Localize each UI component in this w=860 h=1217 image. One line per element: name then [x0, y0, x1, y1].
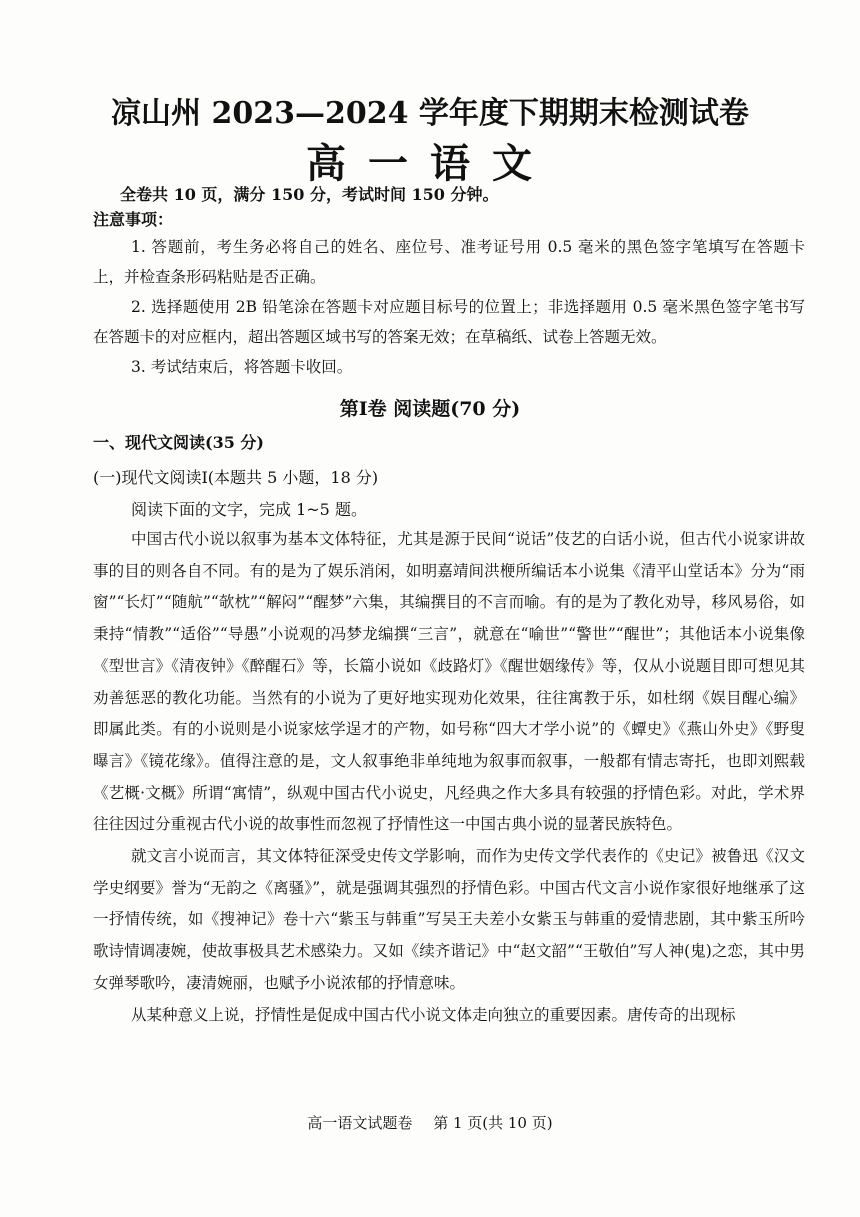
passage-paragraph: 就文言小说而言，其文体特征深受史传文学影响，而作为史传文学代表作的《史记》被鲁迅《汉文学史纲要》誉为“无韵之《离骚》”，就是强调其强烈的抒情色彩。中国古代文言小说作家很好地继承了这一抒情传统，如《搜神记》卷十六“紫玉与韩重”写吴王夫差小女紫玉与韩重的爱情悲剧，其中紫玉所吟歌诗情调凄婉，使故事极具艺术感染力。又如《续齐谐记》中“赵文韶”“王敬伯”写人神(鬼)之恋，其中男女弹琴歌吟，凄清婉丽，也赋予小说浓郁的抒情意味。: [93, 847, 805, 992]
note-item: 1. 答题前，考生务必将自己的姓名、座位号、准考证号用 0.5 毫米的黑色签字笔填写在答题卡上，并检查条形码粘贴是否正确。: [93, 238, 805, 286]
page-footer: [0, 1112, 860, 1133]
part-heading: 一、现代文阅读(35 分): [93, 433, 264, 452]
subpart-heading: (一)现代文阅读Ⅰ(本题共 5 小题，18 分): [93, 468, 379, 487]
notes-list: [93, 232, 805, 382]
exam-title: 凉山州 2023—2024 学年度下期期末检测试卷: [111, 96, 749, 131]
reading-passage: [93, 524, 805, 1031]
passage-paragraph: 从某种意义上说，抒情性是促成中国古代小说文体走向独立的重要因素。唐传奇的出现标: [131, 1005, 736, 1024]
exam-info: 全卷共 10 页，满分 150 分，考试时间 150 分钟。: [120, 185, 499, 204]
footer-label: 高一语文试题卷: [307, 1114, 413, 1132]
note-item: 2. 选择题使用 2B 铅笔涂在答题卡对应题目标号的位置上；非选择题用 0.5 毫米黑色签字笔书写在答题卡的对应框内，超出答题区域书写的答案无效；在草稿纸、试卷上答题无效。: [93, 298, 805, 346]
reading-instruction: 阅读下面的文字，完成 1~5 题。: [131, 500, 367, 519]
footer-page-number: 第 1 页(共 10 页): [433, 1114, 553, 1132]
passage-paragraph: 中国古代小说以叙事为基本文体特征，尤其是源于民间“说话”伎艺的白话小说，但古代小说家讲故事的目的则各自不同。有的是为了娱乐消闲，如明嘉靖间洪楩所编话本小说集《清平山堂话本》分为“雨窗”“长灯”“随航”“欹枕”“解闷”“醒梦”六集，其编撰目的不言而喻。有的是为了教化劝导，移风易俗，如秉持“情教”“适俗”“导愚”小说观的冯梦龙编撰“三言”，就意在“喻世”“警世”“醒世”；其他话本小说集像《型世言》《清夜钟》《醉醒石》等，长篇小说如《歧路灯》《醒世姻缘传》等，仅从小说题目即可想见其劝善惩恶的教化功能。当然有的小说为了更好地实现劝化效果，往往寓教于乐，如杜纲《娱目醒心编》即属此类。有的小说则是小说家炫学逞才的产物，如号称“四大才学小说”的《蟫史》《燕山外史》《野叟曝言》《镜花缘》。值得注意的是，文人叙事绝非单纯地为叙事而叙事，一般都有情志寄托，也即刘熙载《艺概·文概》所谓“寓情”，纵观中国古代小说史，凡经典之作大多具有较强的抒情色彩。对此，学术界往往因过分重视古代小说的故事性而忽视了抒情性这一中国古典小说的显著民族特色。: [93, 530, 805, 834]
notes-heading: 注意事项：: [93, 210, 174, 229]
note-item: 3. 考试结束后，将答题卡收回。: [131, 358, 353, 376]
section-title: 第Ⅰ卷 阅读题(70 分): [339, 398, 521, 420]
subject-title: 高一语文: [306, 140, 554, 187]
